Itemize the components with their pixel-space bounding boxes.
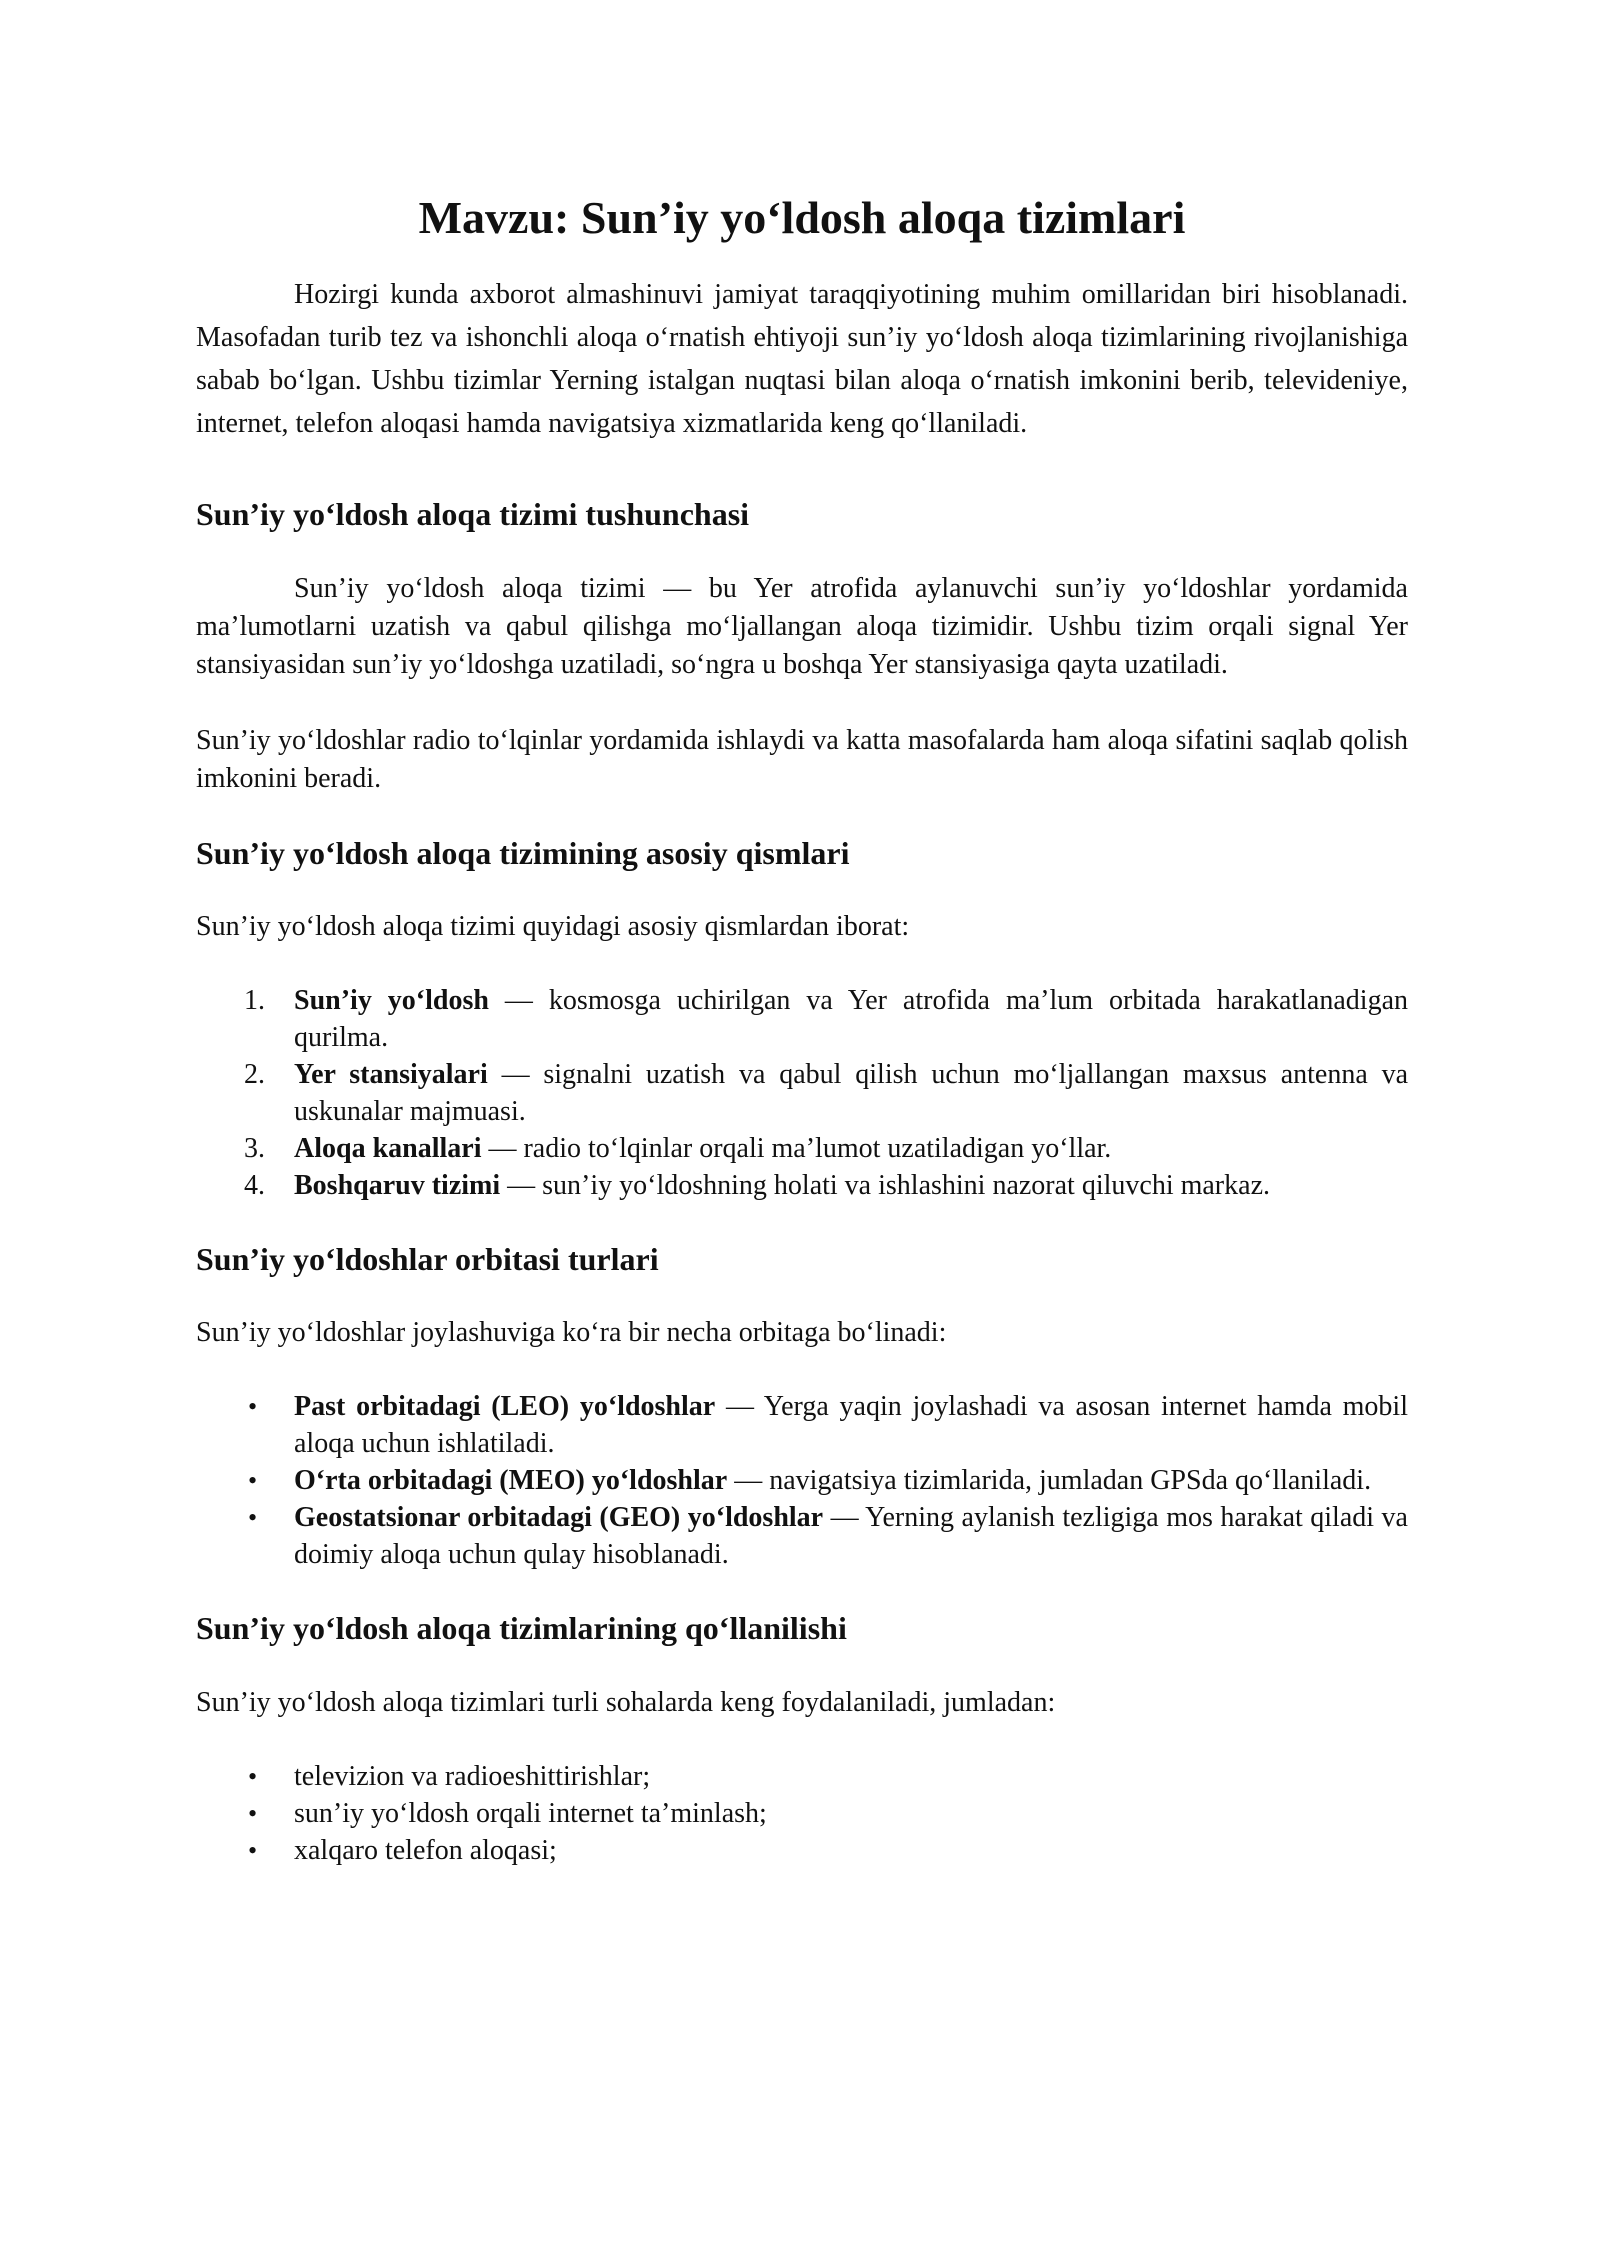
orbits-list	[196, 1388, 1408, 1573]
list-item-text: — sun’iy yo‘ldoshning holati va ishlashini nazorat qiluvchi markaz.	[500, 1169, 1270, 1201]
list-item	[196, 1832, 1408, 1869]
list-item-text: — Yerning aylanish tezligiga mos harakat qiladi va doimiy aloqa uchun qulay hisoblanadi.	[294, 1502, 1408, 1571]
list-item	[196, 982, 1408, 1056]
concept-paragraph-1: Sun’iy yo‘ldosh aloqa tizimi — bu Yer atrofida aylanuvchi sun’iy yo‘ldoshlar yordamida ma’lumotlarni uzatish va qabul qilishga mo‘ljallangan aloqa tizimidir. Ushbu tizim orqali signal Yer stansiyasidan sun’iy yo‘ldoshga uzatiladi, so‘ngra u boshqa Yer stansiyasiga qayta uzatiladi.	[196, 572, 1408, 680]
list-number: 3.	[244, 1132, 265, 1164]
components-list	[196, 982, 1408, 1204]
intro-paragraph: Hozirgi kunda axborot almashinuvi jamiyat taraqqiyotining muhim omillaridan biri hisoblanadi. Masofadan turib tez va ishonchli aloqa o‘rnatish ehtiyoji sun’iy yo‘ldosh aloqa tizimlarining rivojlanishiga sabab bo‘lgan. Ushbu tizimlar Yerning istalgan nuqtasi bilan aloqa o‘rnatish imkonini berib, televideniye, internet, telefon aloqasi hamda navigatsiya xizmatlarida keng qo‘llaniladi.	[196, 279, 1408, 440]
list-item-term: Sun’iy yo‘ldosh	[294, 984, 489, 1016]
list-item-term: O‘rta orbitadagi (MEO) yo‘ldoshlar	[294, 1465, 728, 1497]
list-item	[196, 1056, 1408, 1130]
list-item-text: — radio to‘lqinlar orqali ma’lumot uzatiladigan yo‘llar.	[481, 1132, 1112, 1164]
bullet-icon: •	[248, 1798, 258, 1828]
section-heading-concept: Sun’iy yo‘ldosh aloqa tizimi tushunchasi	[196, 496, 750, 533]
bullet-icon: •	[248, 1835, 258, 1865]
components-lead: Sun’iy yo‘ldosh aloqa tizimi quyidagi asosiy qismlardan iborat:	[196, 910, 910, 942]
bullet-icon: •	[248, 1761, 258, 1791]
bullet-icon: •	[248, 1392, 258, 1422]
list-item-text: sun’iy yo‘ldosh orqali internet ta’minlash;	[294, 1797, 767, 1829]
list-item	[196, 1388, 1408, 1462]
list-item	[196, 1499, 1408, 1573]
list-item	[196, 1795, 1408, 1832]
section-heading-orbits: Sun’iy yo‘ldoshlar orbitasi turlari	[196, 1240, 659, 1277]
list-item	[196, 1167, 1408, 1204]
list-item-term: Yer stansiyalari	[294, 1058, 488, 1090]
list-item	[196, 1758, 1408, 1795]
list-item-term: Past orbitadagi (LEO) yo‘ldoshlar	[294, 1391, 716, 1423]
list-item-text: — signalni uzatish va qabul qilish uchun mo‘ljallangan maxsus antenna va uskunalar majmuasi.	[294, 1058, 1409, 1127]
list-number: 2.	[244, 1058, 265, 1090]
list-item	[196, 1462, 1408, 1499]
document-page	[196, 190, 1408, 1869]
concept-paragraph-2: Sun’iy yo‘ldoshlar radio to‘lqinlar yordamida ishlaydi va katta masofalarda ham aloqa sifatini saqlab qolish imkonini beradi.	[196, 724, 1408, 794]
section-heading-applications: Sun’iy yo‘ldosh aloqa tizimlarining qo‘llanilishi	[196, 1610, 847, 1647]
list-item-term: Boshqaruv tizimi	[294, 1169, 501, 1201]
applications-list	[196, 1758, 1408, 1869]
list-item-text: xalqaro telefon aloqasi;	[294, 1834, 557, 1866]
list-number: 4.	[244, 1169, 265, 1201]
section-heading-components: Sun’iy yo‘ldosh aloqa tizimining asosiy qismlari	[196, 834, 850, 871]
list-item	[196, 1130, 1408, 1167]
bullet-icon: •	[248, 1466, 258, 1496]
list-item-term: Geostatsionar orbitadagi (GEO) yo‘ldoshlar	[294, 1502, 824, 1534]
applications-lead: Sun’iy yo‘ldosh aloqa tizimlari turli sohalarda keng foydalaniladi, jumladan:	[196, 1686, 1056, 1718]
list-item-term: Aloqa kanallari	[294, 1132, 482, 1164]
orbits-lead: Sun’iy yo‘ldoshlar joylashuviga ko‘ra bir necha orbitaga bo‘linadi:	[196, 1317, 947, 1349]
list-item-text: televizion va radioeshittirishlar;	[294, 1760, 651, 1792]
list-item-text: — Yerga yaqin joylashadi va asosan internet hamda mobil aloqa uchun ishlatiladi.	[294, 1391, 1408, 1460]
list-item-text: — navigatsiya tizimlarida, jumladan GPSda qo‘llaniladi.	[727, 1465, 1372, 1497]
document-title: Mavzu: Sun’iy yo‘ldosh aloqa tizimlari	[418, 192, 1186, 243]
list-item-text: — kosmosga uchirilgan va Yer atrofida ma’lum orbitada harakatlanadigan qurilma.	[294, 984, 1408, 1053]
list-number: 1.	[244, 984, 265, 1016]
bullet-icon: •	[248, 1503, 258, 1533]
